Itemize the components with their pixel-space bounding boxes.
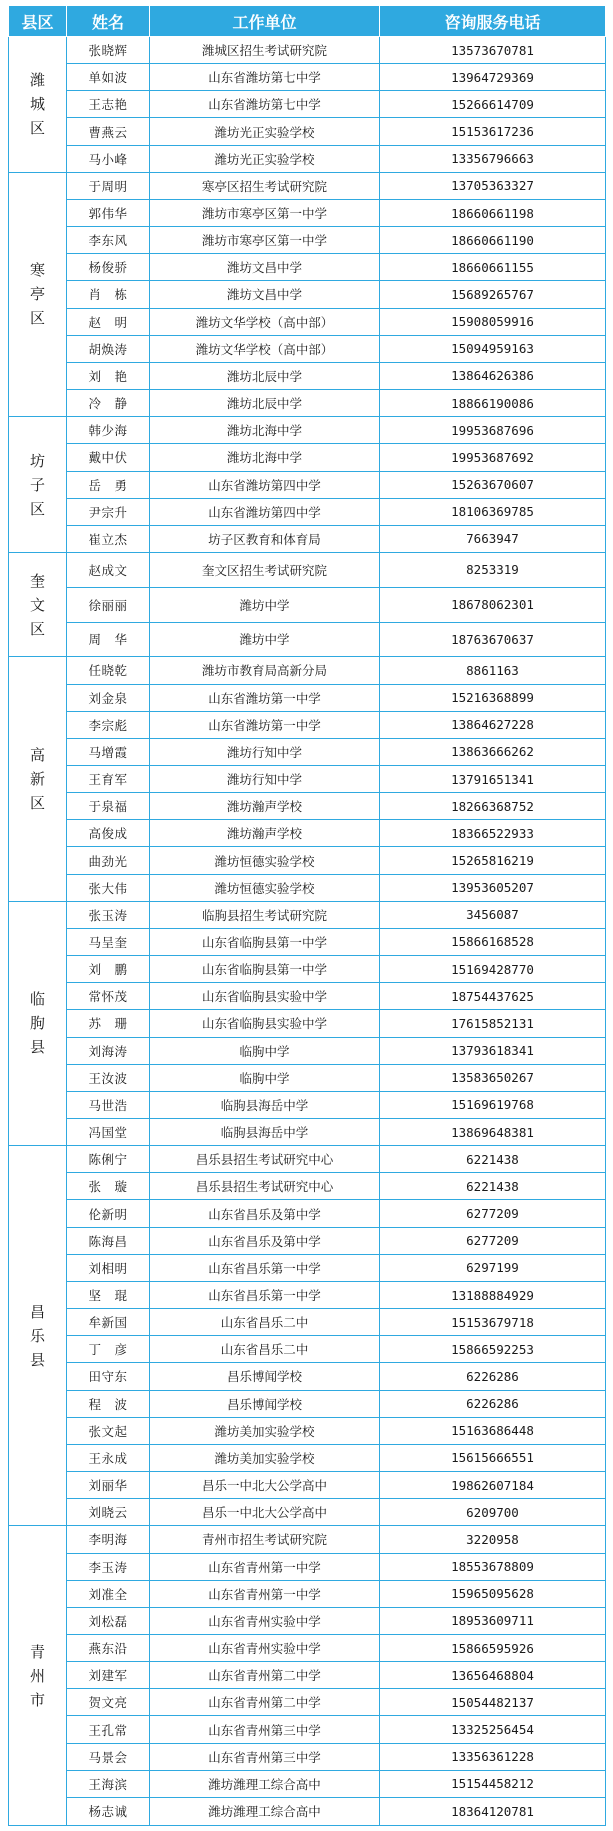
table-row (9, 525, 606, 552)
unit-cell: 山东省青州第一中学 (150, 1580, 380, 1607)
name-cell: 马景会 (67, 1743, 150, 1770)
unit-cell: 寒亭区招生考试研究院 (150, 172, 380, 199)
name-cell: 程 波 (67, 1390, 150, 1417)
unit-cell: 奎文区招生考试研究院 (150, 552, 380, 587)
table-row (9, 1472, 606, 1499)
county-label: 潍城区 (29, 71, 45, 138)
table-row (9, 308, 606, 335)
table-row (9, 1797, 606, 1825)
phone-cell: 18660661190 (380, 227, 606, 254)
phone-cell: 13583650267 (380, 1064, 606, 1091)
unit-cell: 青州市招生考试研究院 (150, 1526, 380, 1553)
county-cell (9, 1526, 67, 1826)
name-cell: 赵 明 (67, 308, 150, 335)
name-cell: 刘丽华 (67, 1472, 150, 1499)
table-row (9, 471, 606, 498)
phone-cell: 6226286 (380, 1390, 606, 1417)
unit-cell: 山东省临朐县实验中学 (150, 1010, 380, 1037)
name-cell: 王永成 (67, 1444, 150, 1471)
unit-cell: 潍坊北辰中学 (150, 390, 380, 417)
header-phone: 咨询服务电话 (380, 6, 606, 37)
table-row (9, 1607, 606, 1634)
phone-cell: 15094959163 (380, 335, 606, 362)
unit-cell: 潍坊中学 (150, 587, 380, 622)
table-row (9, 874, 606, 901)
name-cell: 刘 鹏 (67, 956, 150, 983)
unit-cell: 山东省潍坊第七中学 (150, 91, 380, 118)
phone-cell: 3220958 (380, 1526, 606, 1553)
phone-cell: 15169428770 (380, 956, 606, 983)
name-cell: 坚 琨 (67, 1281, 150, 1308)
unit-cell: 昌乐一中北大公学高中 (150, 1499, 380, 1526)
name-cell: 刘建军 (67, 1662, 150, 1689)
table-row (9, 172, 606, 199)
table-row (9, 199, 606, 226)
table-row (9, 1444, 606, 1471)
table-row (9, 1770, 606, 1797)
phone-cell: 18660661198 (380, 199, 606, 226)
unit-cell: 临朐县海岳中学 (150, 1091, 380, 1118)
phone-cell: 15866168528 (380, 928, 606, 955)
name-cell: 丁 彦 (67, 1336, 150, 1363)
phone-cell: 13325256454 (380, 1716, 606, 1743)
name-cell: 单如波 (67, 64, 150, 91)
unit-cell: 潍坊行知中学 (150, 738, 380, 765)
county-cell (9, 1146, 67, 1526)
table-body (9, 37, 606, 1826)
county-cell (9, 901, 67, 1145)
name-cell: 田守东 (67, 1363, 150, 1390)
phone-cell: 13863666262 (380, 738, 606, 765)
name-cell: 胡焕涛 (67, 335, 150, 362)
header-unit: 工作单位 (150, 6, 380, 37)
county-label: 青州市 (29, 1642, 45, 1709)
unit-cell: 昌乐博闻学校 (150, 1363, 380, 1390)
name-cell: 肖 栋 (67, 281, 150, 308)
phone-cell: 6277209 (380, 1200, 606, 1227)
phone-cell: 18754437625 (380, 983, 606, 1010)
table-row (9, 1390, 606, 1417)
table-row (9, 1716, 606, 1743)
phone-cell: 15054482137 (380, 1689, 606, 1716)
unit-cell: 潍坊市教育局高新分局 (150, 657, 380, 684)
table-row (9, 1309, 606, 1336)
name-cell: 马世浩 (67, 1091, 150, 1118)
table-row (9, 983, 606, 1010)
unit-cell: 潍坊潍理工综合高中 (150, 1770, 380, 1797)
table-header-row (9, 6, 606, 37)
unit-cell: 潍坊恒德实验学校 (150, 847, 380, 874)
name-cell: 张大伟 (67, 874, 150, 901)
unit-cell: 山东省临朐县实验中学 (150, 983, 380, 1010)
unit-cell: 潍坊文华学校（高中部） (150, 308, 380, 335)
table-row (9, 362, 606, 389)
phone-cell: 13864626386 (380, 362, 606, 389)
name-cell: 杨志诚 (67, 1797, 150, 1825)
phone-cell: 13656468804 (380, 1662, 606, 1689)
table-row (9, 1689, 606, 1716)
table-row (9, 738, 606, 765)
name-cell: 徐丽丽 (67, 587, 150, 622)
phone-cell: 18763670637 (380, 622, 606, 657)
unit-cell: 昌乐县招生考试研究中心 (150, 1146, 380, 1173)
phone-cell: 13573670781 (380, 37, 606, 64)
name-cell: 张 璇 (67, 1173, 150, 1200)
county-cell (9, 172, 67, 416)
table-row (9, 820, 606, 847)
unit-cell: 临朐中学 (150, 1064, 380, 1091)
table-row (9, 1227, 606, 1254)
table-row (9, 684, 606, 711)
table-row (9, 335, 606, 362)
name-cell: 杨俊骄 (67, 254, 150, 281)
table-row (9, 1363, 606, 1390)
table-row (9, 64, 606, 91)
table-row (9, 1580, 606, 1607)
phone-cell: 3456087 (380, 901, 606, 928)
unit-cell: 昌乐一中北大公学高中 (150, 1472, 380, 1499)
name-cell: 伦新明 (67, 1200, 150, 1227)
header-name: 姓名 (67, 6, 150, 37)
name-cell: 刘金泉 (67, 684, 150, 711)
table-row (9, 793, 606, 820)
table-row (9, 847, 606, 874)
unit-cell: 山东省潍坊第一中学 (150, 684, 380, 711)
phone-cell: 18553678809 (380, 1553, 606, 1580)
table-row (9, 254, 606, 281)
name-cell: 尹宗升 (67, 498, 150, 525)
name-cell: 刘 艳 (67, 362, 150, 389)
unit-cell: 山东省青州第二中学 (150, 1689, 380, 1716)
name-cell: 刘松磊 (67, 1607, 150, 1634)
name-cell: 冯国堂 (67, 1119, 150, 1146)
unit-cell: 潍坊美加实验学校 (150, 1444, 380, 1471)
table-row (9, 1254, 606, 1281)
unit-cell: 山东省潍坊第四中学 (150, 471, 380, 498)
name-cell: 牟新国 (67, 1309, 150, 1336)
phone-cell: 13705363327 (380, 172, 606, 199)
table-row (9, 1064, 606, 1091)
phone-cell: 18366522933 (380, 820, 606, 847)
name-cell: 张玉涛 (67, 901, 150, 928)
unit-cell: 潍坊光正实验学校 (150, 145, 380, 172)
phone-cell: 15153679718 (380, 1309, 606, 1336)
name-cell: 王海滨 (67, 1770, 150, 1797)
name-cell: 李明海 (67, 1526, 150, 1553)
table-row (9, 1200, 606, 1227)
phone-cell: 15265816219 (380, 847, 606, 874)
phone-cell: 15615666551 (380, 1444, 606, 1471)
name-cell: 崔立杰 (67, 525, 150, 552)
table-row (9, 1336, 606, 1363)
phone-cell: 6221438 (380, 1146, 606, 1173)
phone-cell: 13953605207 (380, 874, 606, 901)
table-row (9, 552, 606, 587)
name-cell: 王孔常 (67, 1716, 150, 1743)
table-row (9, 145, 606, 172)
unit-cell: 潍坊北海中学 (150, 444, 380, 471)
unit-cell: 潍坊文昌中学 (150, 254, 380, 281)
header-county: 县区 (9, 6, 67, 37)
county-cell (9, 417, 67, 553)
table-row (9, 711, 606, 738)
county-label: 奎文区 (29, 571, 45, 638)
table-row (9, 657, 606, 684)
phone-cell: 7663947 (380, 525, 606, 552)
table-row (9, 498, 606, 525)
county-label: 坊子区 (29, 451, 45, 518)
name-cell: 王志艳 (67, 91, 150, 118)
table-row (9, 281, 606, 308)
table-row (9, 1417, 606, 1444)
table-row (9, 1526, 606, 1553)
unit-cell: 山东省潍坊第四中学 (150, 498, 380, 525)
name-cell: 李东风 (67, 227, 150, 254)
table-row (9, 1634, 606, 1661)
unit-cell: 坊子区教育和体育局 (150, 525, 380, 552)
name-cell: 李玉涛 (67, 1553, 150, 1580)
phone-cell: 15169619768 (380, 1091, 606, 1118)
unit-cell: 潍坊文昌中学 (150, 281, 380, 308)
name-cell: 陈俐宁 (67, 1146, 150, 1173)
name-cell: 赵成文 (67, 552, 150, 587)
table-row (9, 118, 606, 145)
unit-cell: 潍坊北辰中学 (150, 362, 380, 389)
table-row (9, 587, 606, 622)
unit-cell: 临朐县招生考试研究院 (150, 901, 380, 928)
table-row (9, 1743, 606, 1770)
table-row (9, 622, 606, 657)
unit-cell: 山东省临朐县第一中学 (150, 956, 380, 983)
contact-table (8, 5, 606, 1826)
phone-cell: 6297199 (380, 1254, 606, 1281)
name-cell: 刘海涛 (67, 1037, 150, 1064)
name-cell: 张晓辉 (67, 37, 150, 64)
unit-cell: 潍坊潍理工综合高中 (150, 1797, 380, 1825)
phone-cell: 13188884929 (380, 1281, 606, 1308)
table-row (9, 1146, 606, 1173)
table-row (9, 1037, 606, 1064)
name-cell: 马增霞 (67, 738, 150, 765)
unit-cell: 山东省昌乐第一中学 (150, 1254, 380, 1281)
table-row (9, 91, 606, 118)
unit-cell: 山东省昌乐及第中学 (150, 1227, 380, 1254)
county-label: 寒亭区 (29, 261, 45, 328)
unit-cell: 潍坊瀚声学校 (150, 793, 380, 820)
unit-cell: 昌乐博闻学校 (150, 1390, 380, 1417)
table-row (9, 444, 606, 471)
phone-cell: 17615852131 (380, 1010, 606, 1037)
name-cell: 郭伟华 (67, 199, 150, 226)
phone-cell: 18866190086 (380, 390, 606, 417)
table-row (9, 928, 606, 955)
phone-cell: 15908059916 (380, 308, 606, 335)
phone-cell: 15154458212 (380, 1770, 606, 1797)
phone-cell: 15866592253 (380, 1336, 606, 1363)
name-cell: 李宗彪 (67, 711, 150, 738)
table-row (9, 901, 606, 928)
phone-cell: 18660661155 (380, 254, 606, 281)
table-row (9, 390, 606, 417)
table-row (9, 417, 606, 444)
phone-cell: 15263670607 (380, 471, 606, 498)
county-label: 高新区 (29, 746, 45, 813)
phone-cell: 15266614709 (380, 91, 606, 118)
phone-cell: 15163686448 (380, 1417, 606, 1444)
phone-cell: 13869648381 (380, 1119, 606, 1146)
table-row (9, 1553, 606, 1580)
name-cell: 贺文亮 (67, 1689, 150, 1716)
name-cell: 于泉福 (67, 793, 150, 820)
phone-cell: 15216368899 (380, 684, 606, 711)
unit-cell: 潍坊市寒亭区第一中学 (150, 199, 380, 226)
unit-cell: 潍坊光正实验学校 (150, 118, 380, 145)
county-label: 临朐县 (29, 990, 45, 1057)
unit-cell: 潍坊中学 (150, 622, 380, 657)
name-cell: 苏 珊 (67, 1010, 150, 1037)
phone-cell: 6226286 (380, 1363, 606, 1390)
table-row (9, 1010, 606, 1037)
name-cell: 张文起 (67, 1417, 150, 1444)
name-cell: 刘准全 (67, 1580, 150, 1607)
county-cell (9, 37, 67, 173)
name-cell: 燕东沿 (67, 1634, 150, 1661)
phone-cell: 15866595926 (380, 1634, 606, 1661)
name-cell: 冷 静 (67, 390, 150, 417)
table-row (9, 1091, 606, 1118)
phone-cell: 13793618341 (380, 1037, 606, 1064)
name-cell: 王育军 (67, 765, 150, 792)
name-cell: 王汝波 (67, 1064, 150, 1091)
phone-cell: 13964729369 (380, 64, 606, 91)
unit-cell: 山东省青州第三中学 (150, 1743, 380, 1770)
table-row (9, 1173, 606, 1200)
unit-cell: 山东省青州第三中学 (150, 1716, 380, 1743)
unit-cell: 临朐县海岳中学 (150, 1119, 380, 1146)
name-cell: 曹燕云 (67, 118, 150, 145)
phone-cell: 13356361228 (380, 1743, 606, 1770)
unit-cell: 山东省昌乐二中 (150, 1336, 380, 1363)
phone-cell: 6209700 (380, 1499, 606, 1526)
unit-cell: 潍坊行知中学 (150, 765, 380, 792)
unit-cell: 山东省青州实验中学 (150, 1634, 380, 1661)
name-cell: 周 华 (67, 622, 150, 657)
unit-cell: 山东省昌乐及第中学 (150, 1200, 380, 1227)
phone-cell: 8253319 (380, 552, 606, 587)
phone-cell: 15965095628 (380, 1580, 606, 1607)
phone-cell: 18364120781 (380, 1797, 606, 1825)
name-cell: 岳 勇 (67, 471, 150, 498)
unit-cell: 潍坊恒德实验学校 (150, 874, 380, 901)
name-cell: 陈海昌 (67, 1227, 150, 1254)
name-cell: 戴中伏 (67, 444, 150, 471)
table-row (9, 1499, 606, 1526)
unit-cell: 山东省青州第二中学 (150, 1662, 380, 1689)
phone-cell: 6221438 (380, 1173, 606, 1200)
unit-cell: 山东省临朐县第一中学 (150, 928, 380, 955)
phone-cell: 18266368752 (380, 793, 606, 820)
table-row (9, 765, 606, 792)
county-cell (9, 657, 67, 901)
table-row (9, 956, 606, 983)
name-cell: 曲劲光 (67, 847, 150, 874)
name-cell: 韩少海 (67, 417, 150, 444)
unit-cell: 临朐中学 (150, 1037, 380, 1064)
table-row (9, 227, 606, 254)
unit-cell: 潍城区招生考试研究院 (150, 37, 380, 64)
table-row (9, 1119, 606, 1146)
unit-cell: 昌乐县招生考试研究中心 (150, 1173, 380, 1200)
name-cell: 常怀茂 (67, 983, 150, 1010)
phone-cell: 13864627228 (380, 711, 606, 738)
unit-cell: 潍坊瀚声学校 (150, 820, 380, 847)
unit-cell: 山东省青州第一中学 (150, 1553, 380, 1580)
phone-cell: 19953687692 (380, 444, 606, 471)
table-row (9, 1281, 606, 1308)
phone-cell: 13791651341 (380, 765, 606, 792)
unit-cell: 潍坊北海中学 (150, 417, 380, 444)
unit-cell: 山东省昌乐二中 (150, 1309, 380, 1336)
county-cell (9, 552, 67, 656)
name-cell: 刘晓云 (67, 1499, 150, 1526)
phone-cell: 13356796663 (380, 145, 606, 172)
phone-cell: 15689265767 (380, 281, 606, 308)
unit-cell: 山东省潍坊第一中学 (150, 711, 380, 738)
name-cell: 高俊成 (67, 820, 150, 847)
unit-cell: 潍坊文华学校（高中部） (150, 335, 380, 362)
unit-cell: 山东省青州实验中学 (150, 1607, 380, 1634)
phone-cell: 8861163 (380, 657, 606, 684)
name-cell: 刘相明 (67, 1254, 150, 1281)
phone-cell: 6277209 (380, 1227, 606, 1254)
phone-cell: 15153617236 (380, 118, 606, 145)
phone-cell: 18106369785 (380, 498, 606, 525)
unit-cell: 潍坊市寒亭区第一中学 (150, 227, 380, 254)
phone-cell: 19862607184 (380, 1472, 606, 1499)
phone-cell: 18953609711 (380, 1607, 606, 1634)
table-row (9, 1662, 606, 1689)
county-label: 昌乐县 (29, 1302, 45, 1369)
phone-cell: 18678062301 (380, 587, 606, 622)
unit-cell: 山东省昌乐第一中学 (150, 1281, 380, 1308)
unit-cell: 潍坊美加实验学校 (150, 1417, 380, 1444)
name-cell: 马小峰 (67, 145, 150, 172)
name-cell: 任晓乾 (67, 657, 150, 684)
name-cell: 于周明 (67, 172, 150, 199)
table-row (9, 37, 606, 64)
phone-cell: 19953687696 (380, 417, 606, 444)
name-cell: 马呈奎 (67, 928, 150, 955)
unit-cell: 山东省潍坊第七中学 (150, 64, 380, 91)
